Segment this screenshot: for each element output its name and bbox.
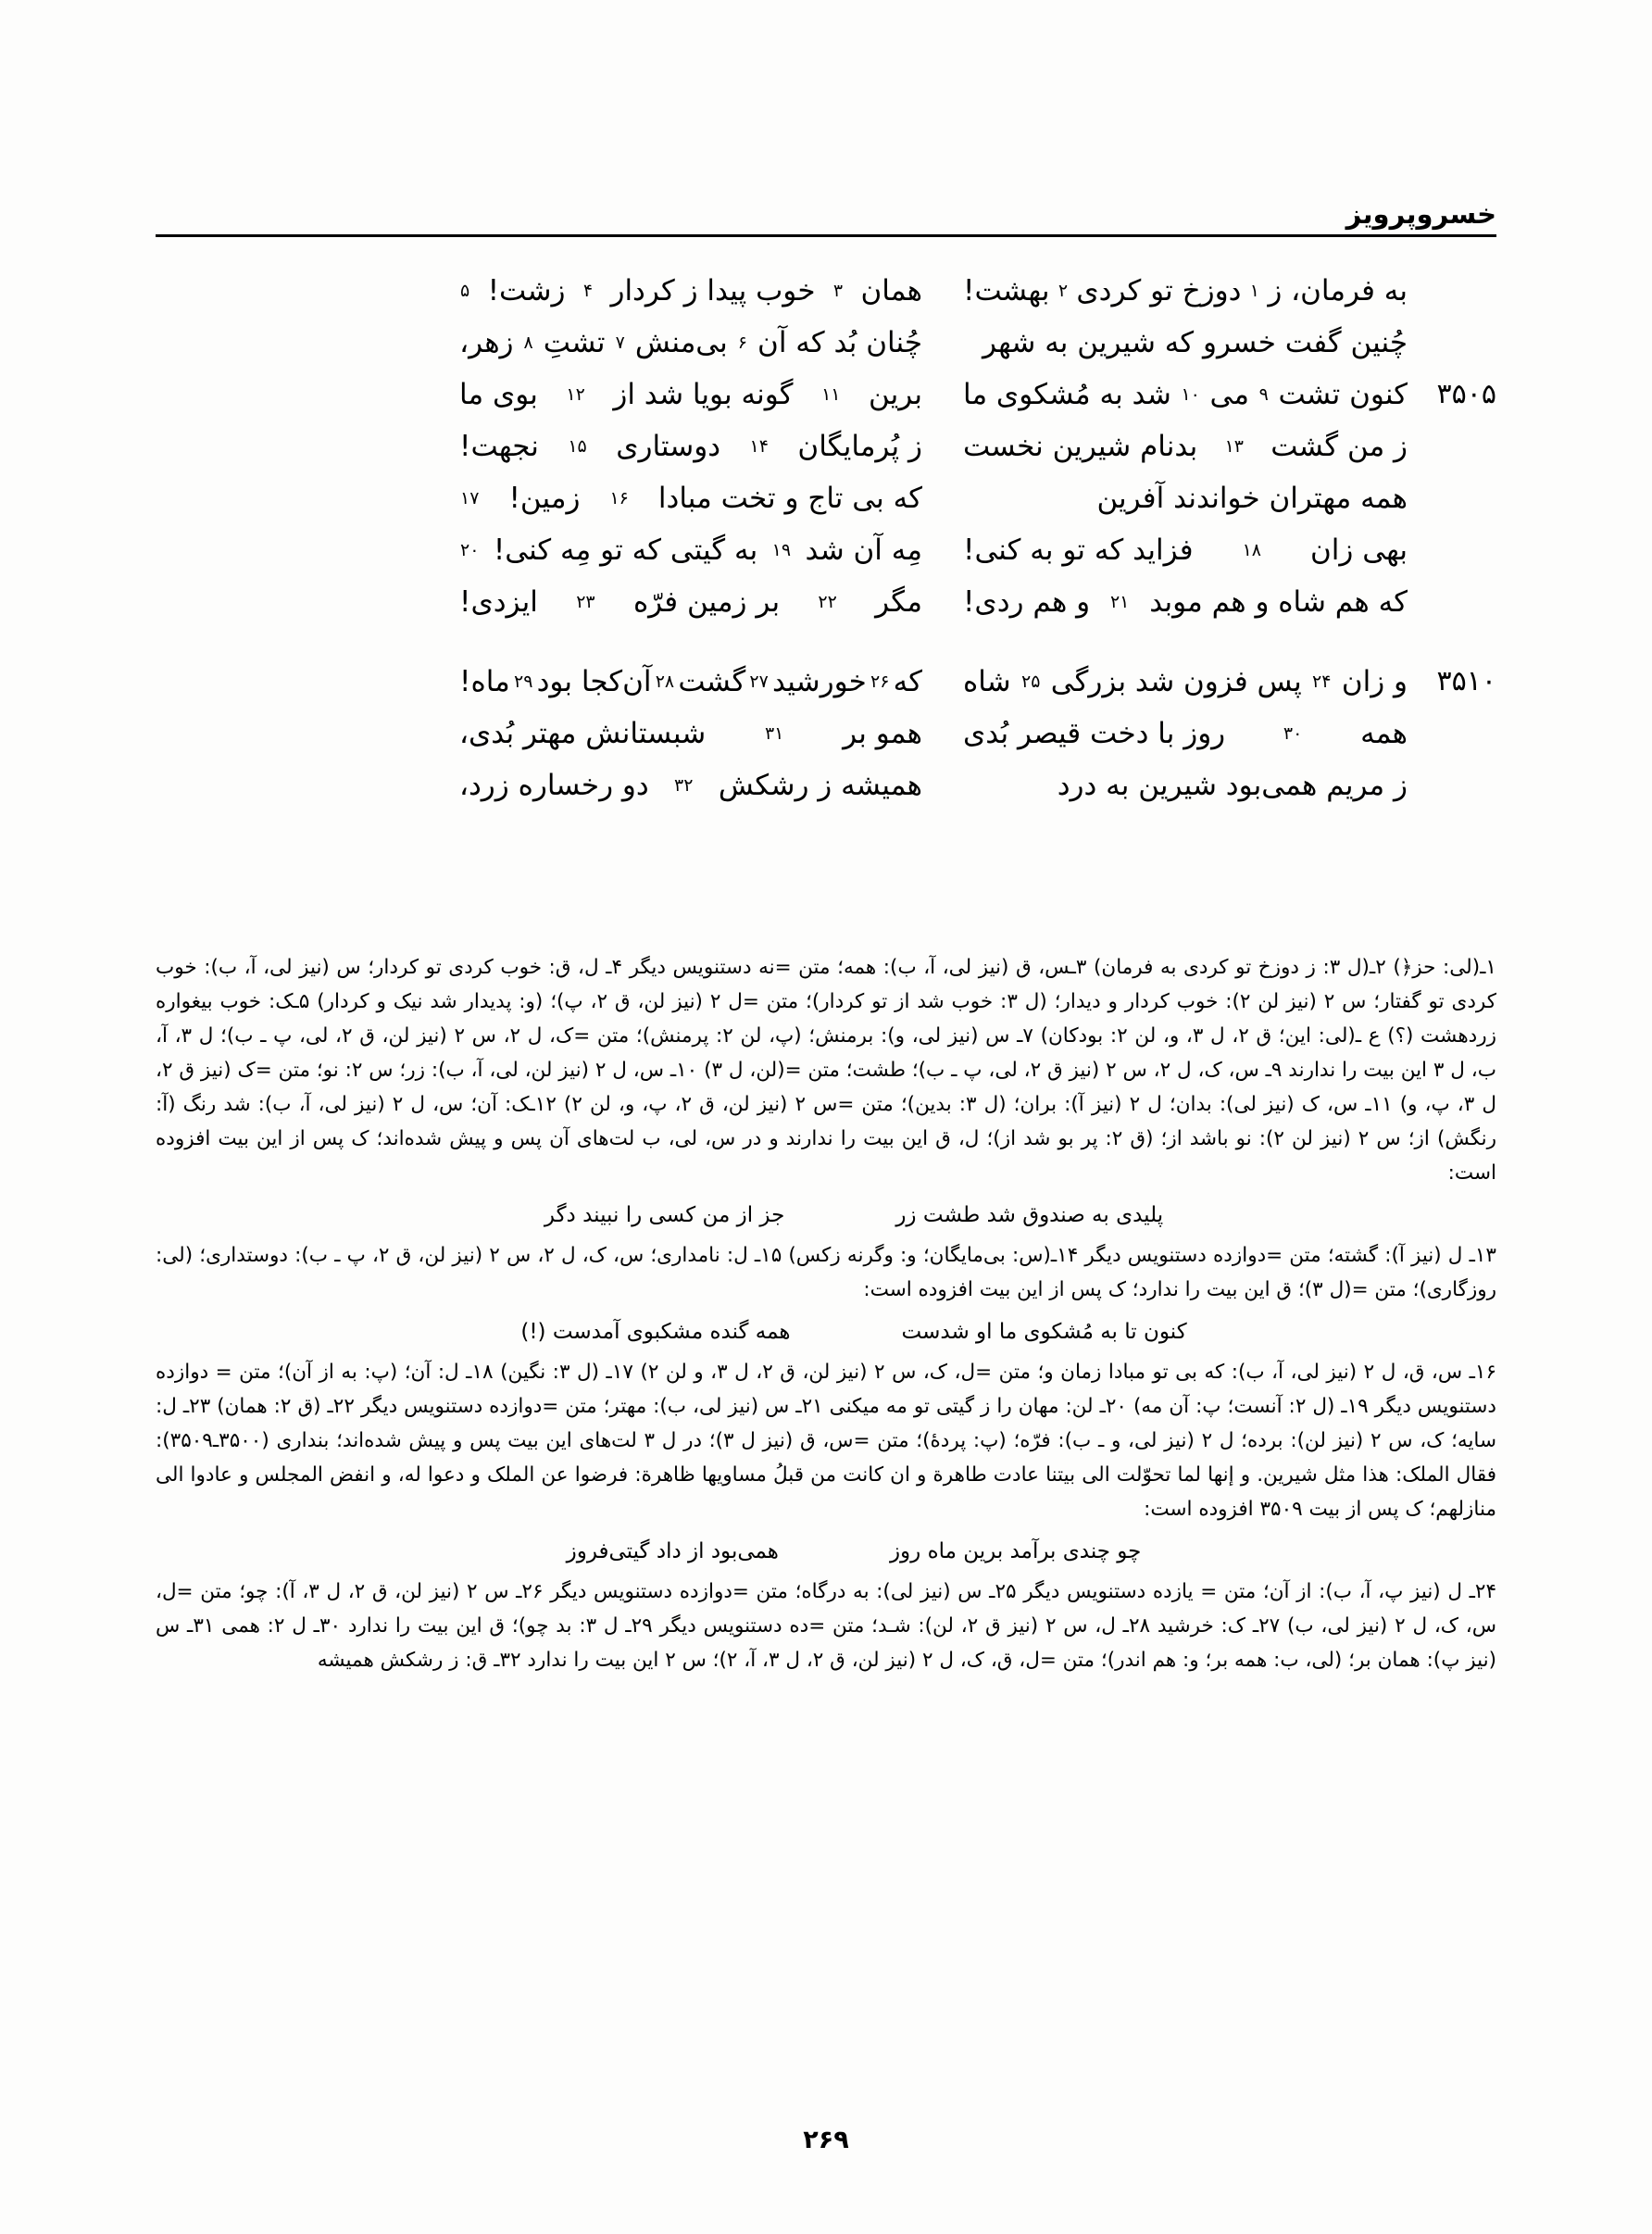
hemistich-text: روز با دخت قیصر بُدی xyxy=(963,717,1226,750)
hemistich-text: خورشید xyxy=(772,665,867,698)
hemistich-text: می xyxy=(1209,378,1249,411)
hemistich-text: شاه xyxy=(963,665,1011,698)
hemistich-first xyxy=(963,317,1408,369)
hemistich-text: همان xyxy=(860,274,922,307)
apparatus-paragraph: ۱۳ـ ل (نیز آ): گشته؛ متن =دوازده دستنویس دیگر ۱۴ـ(س: بی‌مایگان؛ و: وگرنه زکس) ۱۵ـ ل: نامداری؛ س، ک، ل ۲، س ۲ (نیز لن، ق ۲، پ ـ ب): دوستداری؛ (لی: روزگاری)؛ متن =(ل ۳)؛ ق این بیت را ندارد؛ ک پس از این بیت افزوده است: xyxy=(156,1244,1496,1301)
hemistich-text: که هم شاه و هم موبد xyxy=(1149,585,1408,619)
inserted-bayt xyxy=(156,1311,1496,1353)
inserted-hemistich-left: همه گنده مشکبوی آمدست (!) xyxy=(520,1320,791,1344)
apparatus-paragraph: ۲۴ـ ل (نیز پ، آ، ب): از آن؛ متن = یازده دستنویس دیگر ۲۵ـ س (نیز لی): به درگاه؛ متن =دوازده دستنویس دیگر ۲۶ـ س ۲ (نیز لن، ق ۲، ل ۳، آ): چو؛ متن =ل، س، ک، ل ۲ (نیز لی، ب) ۲۷ـ ک: خرشید ۲۸ـ ل، س ۲ (نیز ق ۲، لن): شـد؛ متن =ده دستنویس دیگر ۲۹ـ ل ۳: بد چو)؛ ق این بیت را ندارد ۳۰ـ ل ۲: همی ۳۱ـ س (نیز پ): همان بر؛ (لی، ب: همه بر؛ و: هم اندر)؛ متن =ل، ق، ک، ل ۲ (نیز لن، ق ۲، ل ۳، آ، ۲)؛ س ۲ این بیت را ندارد ۳۲ـ ق: ز رشکش همیشه xyxy=(156,1580,1496,1672)
inserted-bayt xyxy=(156,1194,1496,1236)
hemistich-second: ز پُرمایگان ۱۴ دوستاری ۱۵ نجهت! xyxy=(459,420,922,472)
inserted-hemistich-right: چو چندی برآمد برین ماه روز xyxy=(889,1539,1142,1563)
verse-line xyxy=(156,708,1496,759)
hemistich-second: برین ۱۱ گونه بویا شد از ۱۲ بوی ما xyxy=(459,369,922,420)
verse-line xyxy=(156,317,1496,369)
hemistich-text: پس فزون شد بزرگی xyxy=(1050,665,1302,698)
hemistich-text: بوی ما xyxy=(459,378,538,411)
hemistich-text: بر زمین فرّه xyxy=(632,585,781,619)
apparatus-paragraph: ۱ـ(لی: حز﴿) ۲ـ(ل ۳: ز دوزخ تو کردی به فرمان) ۳ـس، ق (نیز لی، آ، ب): همه؛ متن =نه دستنویس دیگر ۴ـ ل، ق: خوب کردی تو کردار؛ س (نیز لی، آ، ب): خوب کردی تو گفتار؛ س ۲ (نیز لن ۲): خوب کردار و دیدار؛ (ل ۳: خوب شد از تو کردار)؛ متن =ل ۲ (نیز لن، ق ۲، پ)؛ (و: پدیدار شد نیک و کردار) ۵ـک: خوب بیغواره زردهشت (؟) ع ـ(لی: این؛ ق ۲، ل ۳، و، لن ۲: بودکان) ۷ـ س (نیز لی، و): برمنش؛ (پ، لن ۲: پرمنش)؛ متن =ک، ل ۲، س ۲ (نیز لن، ق ۲، لی، پ ـ ب)؛ ل ۳، آ، ب، ل ۳ این بیت را ندارند ۹ـ س، ک، ل ۲، س ۲ (نیز ق ۲، لی، پ ـ ب)؛ طشت؛ متن =(لن، ل ۳) ۱۰ـ س، ل ۲ (نیز لن، لی، آ، ب): زر؛ س ۲: نو؛ متن =ک (نیز ق ۲، ل ۳، پ، و) ۱۱ـ س، ک (نیز لی): بدان؛ ل ۲ (نیز آ): بران؛ (ل ۳: بدین)؛ متن =س ۲ (نیز لن، ق ۲، پ، و، لن ۲) ۱۲ـک: آن؛ س، ل ۲ (نیز لی، آ، ب): شد رنگ (آ: رنگش) از؛ س ۲ (نیز لن ۲): نو باشد از؛ (ق ۲: پر بو شد از)؛ ل، ق این بیت را ندارند و در س، لی، ب لت‌های آن پس و پیش شده‌اند؛ ک پس از این بیت افزوده است: xyxy=(156,956,1497,1185)
hemistich-text: و زان xyxy=(1341,665,1408,698)
hemistich-first: ز من گشت ۱۳ بدنام شیرین نخست xyxy=(963,420,1408,472)
hemistich-text: به گیتی که تو مِه کنی! xyxy=(493,533,758,567)
hemistich-text: گونه بویا شد از xyxy=(613,378,794,411)
hemistich-text: بهشت! xyxy=(963,274,1050,307)
hemistich-text: شد به مُشکوی ما xyxy=(963,378,1171,411)
hemistich-text: زمین! xyxy=(508,482,581,515)
hemistich-first xyxy=(963,472,1408,524)
hemistich-text: ز مریم همی‌بود شیرین به درد xyxy=(1057,769,1408,802)
hemistich-text: نجهت! xyxy=(459,430,539,463)
folio-number: ۲۶۹ xyxy=(803,2126,849,2154)
verse-line xyxy=(156,420,1496,472)
page-header xyxy=(156,182,1496,237)
hemistich-text: دوزخ تو کردی xyxy=(1076,274,1242,307)
inserted-hemistich-right: کنون تا به مُشکوی ما او شدست xyxy=(901,1320,1187,1344)
hemistich-text: چُنین گفت خسرو که شیرین به شهر xyxy=(982,326,1408,359)
inserted-hemistich-left: جز از من کسی را نبیند دگر xyxy=(544,1203,785,1227)
hemistich-text: که xyxy=(893,665,922,698)
hemistich-text: همه xyxy=(1360,717,1408,750)
hemistich-second: که ۲۶ خورشید ۲۷ گشت ۲۸ آن‌کجا بود ۲۹ ماه! xyxy=(459,656,922,708)
hemistich-text: فزاید که تو به کنی! xyxy=(963,533,1194,567)
hemistich-text: همیشه ز رشکش xyxy=(718,769,922,802)
inserted-hemistich-right: پلیدی به صندوق شد طشت زر xyxy=(895,1203,1164,1227)
hemistich-first: همه ۳۰ روز با دخت قیصر بُدی xyxy=(963,708,1408,759)
bayt-number: ۳۵۰۵ xyxy=(1436,378,1496,410)
bayt-number: ۳۵۱۰ xyxy=(1436,665,1496,697)
hemistich-text: ز پُرمایگان xyxy=(797,430,922,463)
hemistich-first xyxy=(963,759,1408,811)
hemistich-second: همان ۳ خوب پیدا ز کردار ۴ زشت! ۵ xyxy=(459,265,922,317)
hemistich-second: چُنان بُد که آن ۶ بی‌منش ۷ تشتِ ۸ زهر، xyxy=(459,317,922,369)
hemistich-text: زهر، xyxy=(459,326,514,359)
hemistich-text: که بی تاج و تخت مبادا xyxy=(657,482,922,515)
hemistich-text: مگر xyxy=(875,585,922,619)
hemistich-text: بی‌منش xyxy=(634,326,728,359)
hemistich-text: به فرمان، ز xyxy=(1268,274,1408,307)
hemistich-text: و هم ردی! xyxy=(963,585,1091,619)
hemistich-second: همو بر ۳۱ شبستانش مهتر بُدی، xyxy=(459,708,922,759)
hemistich-text: برین xyxy=(869,378,922,411)
hemistich-second: مِه آن شد ۱۹ به گیتی که تو مِه کنی! ۲۰ xyxy=(459,524,922,576)
verse-line xyxy=(156,369,1496,420)
stanza-1 xyxy=(156,265,1496,628)
verse-line xyxy=(156,759,1496,811)
hemistich-text: زشت! xyxy=(487,274,566,307)
verse-line xyxy=(156,472,1496,524)
stanza-2 xyxy=(156,656,1496,811)
hemistich-second: مگر ۲۲ بر زمین فرّه ۲۳ ایزدی! xyxy=(459,576,922,628)
hemistich-first: و زان ۲۴ پس فزون شد بزرگی ۲۵ شاه xyxy=(963,656,1408,708)
hemistich-text: تشتِ xyxy=(543,326,606,359)
verse-line xyxy=(156,576,1496,628)
hemistich-text: ماه! xyxy=(459,665,510,698)
inserted-bayt xyxy=(156,1530,1496,1573)
critical-apparatus xyxy=(156,950,1496,1677)
hemistich-text: کنون تشت xyxy=(1278,378,1408,411)
verse-body xyxy=(156,265,1496,839)
hemistich-text: همو بر xyxy=(843,717,922,750)
hemistich-first: به فرمان، ز ۱ دوزخ تو کردی ۲ بهشت! xyxy=(963,265,1408,317)
hemistich-first: بهی زان ۱۸ فزاید که تو به کنی! xyxy=(963,524,1408,576)
verse-line xyxy=(156,265,1496,317)
inserted-hemistich-left: همی‌بود از داد گیتی‌فروز xyxy=(566,1539,779,1563)
hemistich-first: که هم شاه و هم موبد ۲۱ و هم ردی! xyxy=(963,576,1408,628)
hemistich-text: آن‌کجا بود xyxy=(536,665,652,698)
hemistich-text: شبستانش مهتر بُدی، xyxy=(459,717,707,750)
verse-line xyxy=(156,656,1496,708)
header-rule xyxy=(156,234,1496,237)
verse-line xyxy=(156,524,1496,576)
hemistich-text: چُنان بُد که آن xyxy=(757,326,922,359)
apparatus-paragraph: ۱۶ـ س، ق، ل ۲ (نیز لی، آ، ب): که بی تو مبادا زمان و؛ متن =ل، ک، س ۲ (نیز لن، ق ۲، ل ۳، و لن ۲) ۱۷ـ (ل ۳: نگین) ۱۸ـ ل: آن؛ (پ: به از آن)؛ متن = دوازده دستنویس دیگر ۱۹ـ (ل ۲: آنست؛ پ: آن مه) ۲۰ـ لن: مهان را ز گیتی تو مه میکنی ۲۱ـ س (نیز لی، ب): مهتر؛ متن =دوازده دستنویس دیگر ۲۲ـ (ق ۲: همان) ۲۳ـ ل: سایه؛ ک، س ۲ (نیز لن): برده؛ ل ۲ (نیز لی، و ـ ب): فرّه؛ (پ: پردهٔ)؛ متن =س، ق (نیز ل ۳)؛ در ل ۳ لت‌های این بیت پس و پیش شده‌اند؛ بنداری (۳۵۰۰ـ۳۵۰۹): فقال الملک: هذا مثل شیرین. و إنها لما تحوّلت الی بیتنا عادت طاهرة و ان کانت من قبلُ مساویها ظاهرة: فرضوا عن الملک و دعوا له، و انفض المجلس و عادوا الی منازلهم؛ ک پس از بیت ۳۵۰۹ افزوده است: xyxy=(156,1361,1497,1521)
hemistich-text: ایزدی! xyxy=(459,585,538,619)
hemistich-first: کنون تشت ۹ می ۱۰ شد به مُشکوی ما xyxy=(963,369,1408,420)
hemistich-text: دو رخساره زرد، xyxy=(459,769,649,802)
hemistich-text: گشت xyxy=(678,665,746,698)
hemistich-text: خوب پیدا ز کردار xyxy=(610,274,816,307)
hemistich-text: همه مهتران خواندند آفرین xyxy=(1096,482,1408,515)
hemistich-second: همیشه ز رشکش ۳۲ دو رخساره زرد، xyxy=(459,759,922,811)
hemistich-text: مِه آن شد xyxy=(805,533,922,567)
hemistich-text: بهی زان xyxy=(1310,533,1408,567)
running-head: خسروپرویز xyxy=(1345,198,1496,230)
hemistich-text: دوستاری xyxy=(616,430,721,463)
hemistich-second: که بی تاج و تخت مبادا ۱۶ زمین! ۱۷ xyxy=(459,472,922,524)
hemistich-text: بدنام شیرین نخست xyxy=(963,430,1198,463)
hemistich-text: ز من گشت xyxy=(1270,430,1408,463)
